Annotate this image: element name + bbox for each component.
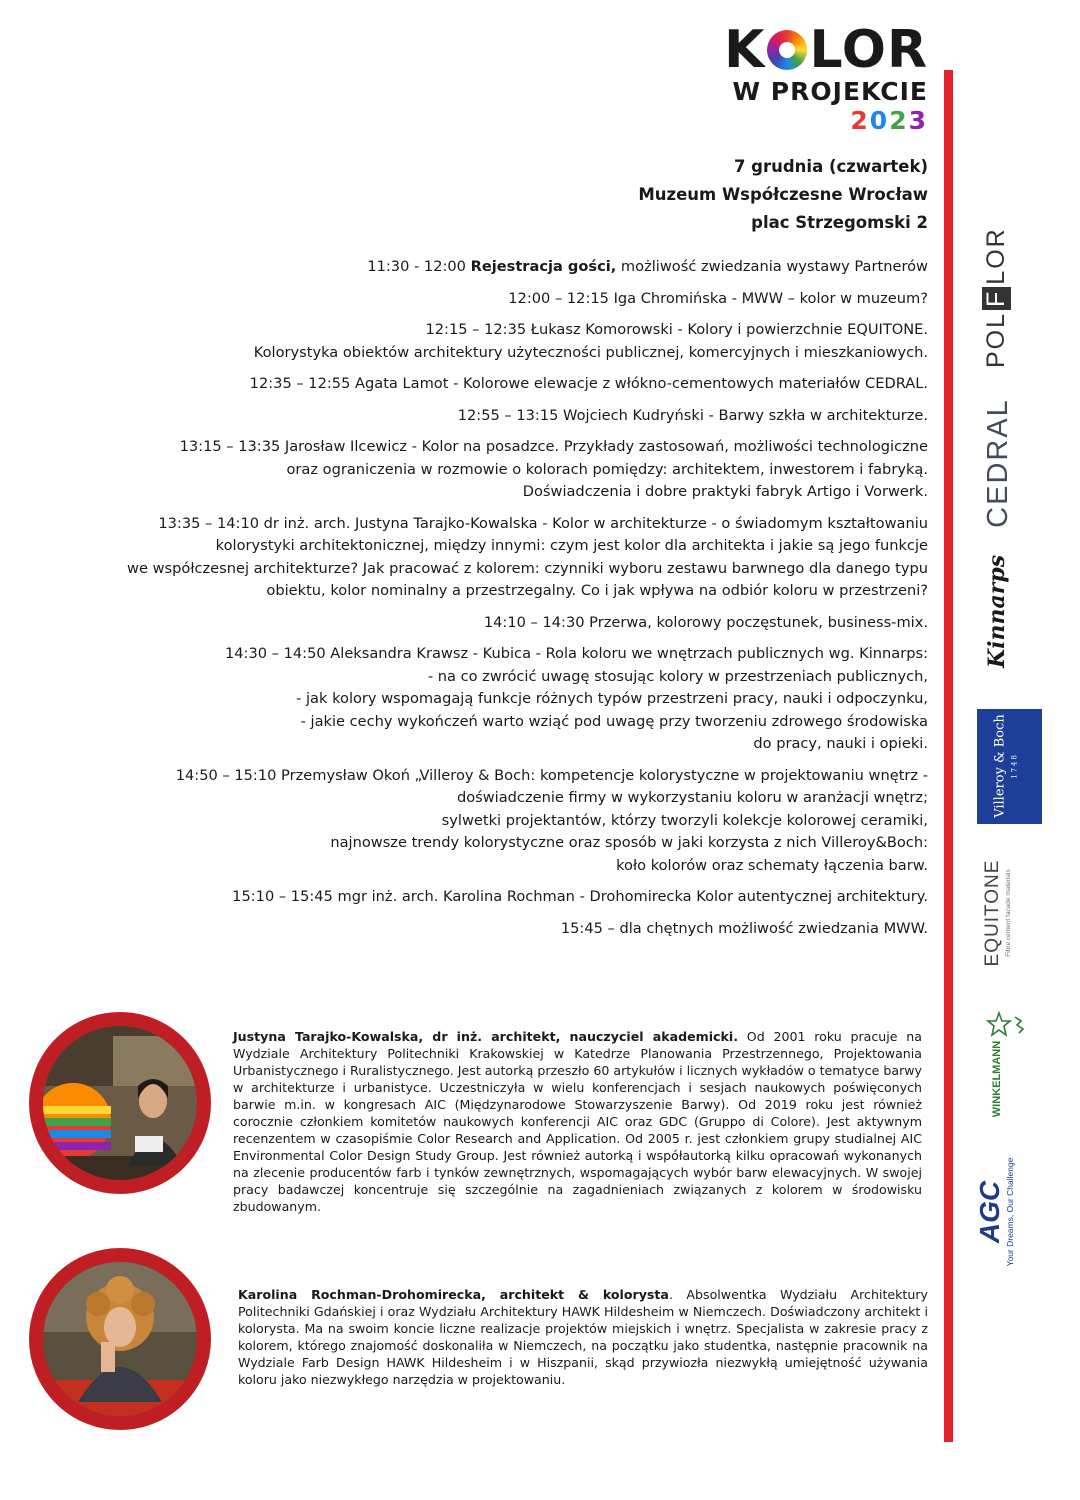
bio-body: . Absolwentka Wydziału Architektury Politechniki Gdańskiej i oraz Wydziału Architektury HAWK Hildesheim w Niemczech. Doświadczony architekt i kolorysta. Ma na swoim koncie liczne realizacje projektów miejskich i wnętrz. Specjalista w zakresie pracy z kolorem, którego znajomość doskonaliła w Niemczech, na początku jako studentka, następnie pracownik na Wydziale Farb Design HAWK Hildesheim i w Hiszpanii, skąd przywiozła niezwykłą umiejętność używania koloru jako niezwykłego narzędzia w projektowaniu. (238, 1287, 928, 1387)
year-digit: 2 (889, 106, 909, 135)
schedule-item (40, 319, 928, 364)
schedule-text: 14:30 – 14:50 Aleksandra Krawsz - Kubica - Rola koloru we wnętrzach publicznych wg. Kinnarps: - na co zwrócić uwagę stosując kolory w przestrzeniach publicznych, - jak kolory wspomagają funkcje różnych typów przestrzeni pracy, nauki i odpoczynku, - jakie cechy wykończeń warto wziąć pod uwagę przy tworzeniu zdrowego środowiska do pracy, nauki i opieki. (224, 645, 928, 752)
year-digit: 3 (908, 106, 928, 135)
schedule-item (40, 436, 928, 504)
agc-wordmark (974, 1157, 1024, 1267)
schedule-text: 14:50 – 15:10 Przemysław Okoń „Villeroy & Boch: kompetencje kolorystyczne w projektowaniu wnętrz - doświadczenie firmy w wykorzystaniu koloru w aranżacji wnętrz; sylwetki projektantów, którzy tworzyli kolekcje kolorowej ceramiki, najnowsze trendy kolorystyczne oraz sposób w jaki korzysta z nich Villeroy&Boch: koło kolorów oraz schematy łączenia barw. (175, 766, 928, 874)
event-date: 7 grudnia (czwartek) (733, 157, 928, 176)
event-logo (668, 22, 928, 136)
schedule-text: 13:15 – 13:35 Jarosław Ilcewicz - Kolor na posadzce. Przykłady zastosowań, możliwości technologiczne oraz ograniczenia w rozmowie o kolorach pomiędzy: architektem, inwestorem i fabryką. Doświadczenia i dobre praktyki fabryk Artigo i Vorwerk. (179, 438, 928, 500)
winkelmann-logo (965, 1005, 1040, 1120)
color-wheel-icon (767, 30, 807, 70)
logo-subtitle: W PROJEKCIE (732, 77, 928, 106)
polflor-mark: F (982, 287, 1011, 310)
schedule-text: możliwość zwiedzania wystawy Partnerów (616, 258, 928, 275)
polflor-text: LOR (982, 227, 1010, 285)
bio-photo-rochman (29, 1248, 211, 1430)
kinnarps-wordmark: Kinnarps (984, 554, 1010, 668)
kinnarps-logo (960, 554, 1040, 668)
schedule-item (40, 288, 928, 311)
schedule-text: 11:30 - 12:00 (367, 258, 471, 275)
agc-logo (965, 1157, 1040, 1267)
portrait-image (43, 1026, 197, 1180)
agc-text: AGC (974, 1180, 1005, 1244)
agc-tagline: Your Dreams, Our Challenge (1005, 1157, 1015, 1267)
schedule-text: 15:45 – dla chętnych możliwość zwiedzania MWW. (560, 919, 928, 937)
schedule-text: 12:55 – 13:15 Wojciech Kudryński - Barwy szkła w architekturze. (457, 406, 928, 424)
cedral-wordmark: CEDRAL (982, 398, 1014, 528)
schedule-text: 12:15 – 12:35 Łukasz Komorowski - Kolory i powierzchnie EQUITONE. Kolorystyka obiektów architektury użyteczności publicznej, komercyjnych i mieszkaniowych. (253, 321, 928, 361)
bio-body: Od 2001 roku pracuje na Wydziale Architektury Politechniki Krakowskiej w Katedrze Planowania Przestrzennego, Projektowania Urbanistycznego i Ruralistycznego. Jest autorką przeszło 60 artykułów i licznych wykładów o tematyce barwy w architekturze i urbanistyce. Uczestniczyła w wielu konferencjach i sesjach naukowych poświęconych barwie m.in. w kongresach AIC (Międzynarodowe Stowarzyszenie Barwy). Od 2019 roku jest również corocznie członkiem komitetów naukowych konferencji AIC oraz GDC (Gruppo di Colore). Jest aktywnym recenzentem w czasopiśmie Color Research and Application. Od 2005 r. jest członkiem grupy studialnej AIC Environmental Color Design Study Group. Jest również autorką i współautorką kilku opracowań wykonanych na zlecenie producentów farb i tynków zewnętrznych, wspomagających wybór barw elewacyjnych. W swojej pracy badawczej koncentruje się szczególnie na zagadnieniach związanych z kolorem w środowisku zbudowanym. (233, 1029, 922, 1214)
schedule-text: 13:35 – 14:10 dr inż. arch. Justyna Tarajko-Kowalska - Kolor w architekturze - o świadomym kształtowaniu kolorystyki architektonicznej, między innymi: czym jest kolor dla architekta i jakie są jego funkcje we współczesnej architekturze? Jak pracować z kolorem: czynniki wyboru zestawu barwnego dla danego typu obiektu, kolor nominalny a przestrzegalny. Co i jak wpływa na odbiór koloru w przestrzeni? (127, 514, 928, 599)
accent-bar (944, 70, 953, 1442)
schedule-item (40, 612, 928, 635)
event-venue: Muzeum Współczesne Wrocław (638, 185, 928, 204)
bio-name: Justyna Tarajko-Kowalska, dr inż. architekt, nauczyciel akademicki. (233, 1029, 739, 1044)
villeroy-text: Villeroy & Boch (992, 714, 1008, 818)
schedule-text: 12:35 – 12:55 Agata Lamot - Kolorowe elewacje z włókno-cementowych materiałów CEDRAL. (249, 375, 928, 392)
schedule-item (40, 643, 928, 756)
polflor-wordmark (982, 228, 1018, 368)
schedule-item (40, 405, 928, 428)
year-digit: 0 (869, 106, 890, 135)
equitone-tagline: Fibre cement facade materials (1005, 869, 1012, 957)
equitone-text: EQUITONE (982, 859, 1003, 967)
event-address: plac Strzegomski 2 (751, 213, 928, 232)
villeroy-boch-logo (977, 709, 1042, 824)
bio-name: Karolina Rochman-Drohomirecka, architekt & kolorysta (238, 1287, 669, 1302)
winkelmann-wordmark: WINKELMANN (991, 1040, 1003, 1118)
cedral-logo (960, 395, 1040, 530)
bio-tarajko (233, 1028, 922, 1215)
villeroy-wordmark (993, 704, 1027, 829)
equitone-wordmark (982, 843, 1021, 983)
polflor-logo (960, 228, 1040, 368)
schedule-text: 14:10 – 14:30 Przerwa, kolorowy poczęstunek, business-mix. (483, 613, 928, 631)
equitone-logo (965, 850, 1040, 975)
logo-letters: LOR (809, 20, 928, 80)
schedule-item (40, 373, 928, 396)
portrait-image (43, 1262, 197, 1416)
schedule-text: 12:00 – 12:15 Iga Chromińska - MWW – kolor w muzeum? (508, 289, 928, 307)
logo-year (668, 106, 928, 136)
year-digit: 2 (850, 106, 870, 135)
event-info (638, 153, 928, 237)
logo-letter: K (724, 20, 766, 80)
schedule-list (40, 256, 928, 949)
schedule-item (40, 918, 928, 941)
polflor-text: POL (982, 311, 1010, 368)
logo-kolor-wordmark (668, 22, 928, 78)
schedule-bold-text: Rejestracja gości, (470, 258, 617, 275)
schedule-item (40, 256, 928, 279)
villeroy-year: 1748 (1010, 753, 1019, 779)
schedule-item (40, 513, 928, 603)
schedule-text: 15:10 – 15:45 mgr inż. arch. Karolina Rochman - Drohomirecka Kolor autentycznej architektury. (232, 888, 928, 905)
bio-photo-tarajko (29, 1012, 211, 1194)
schedule-item (40, 765, 928, 878)
schedule-item (40, 886, 928, 909)
bio-rochman (238, 1286, 928, 1388)
